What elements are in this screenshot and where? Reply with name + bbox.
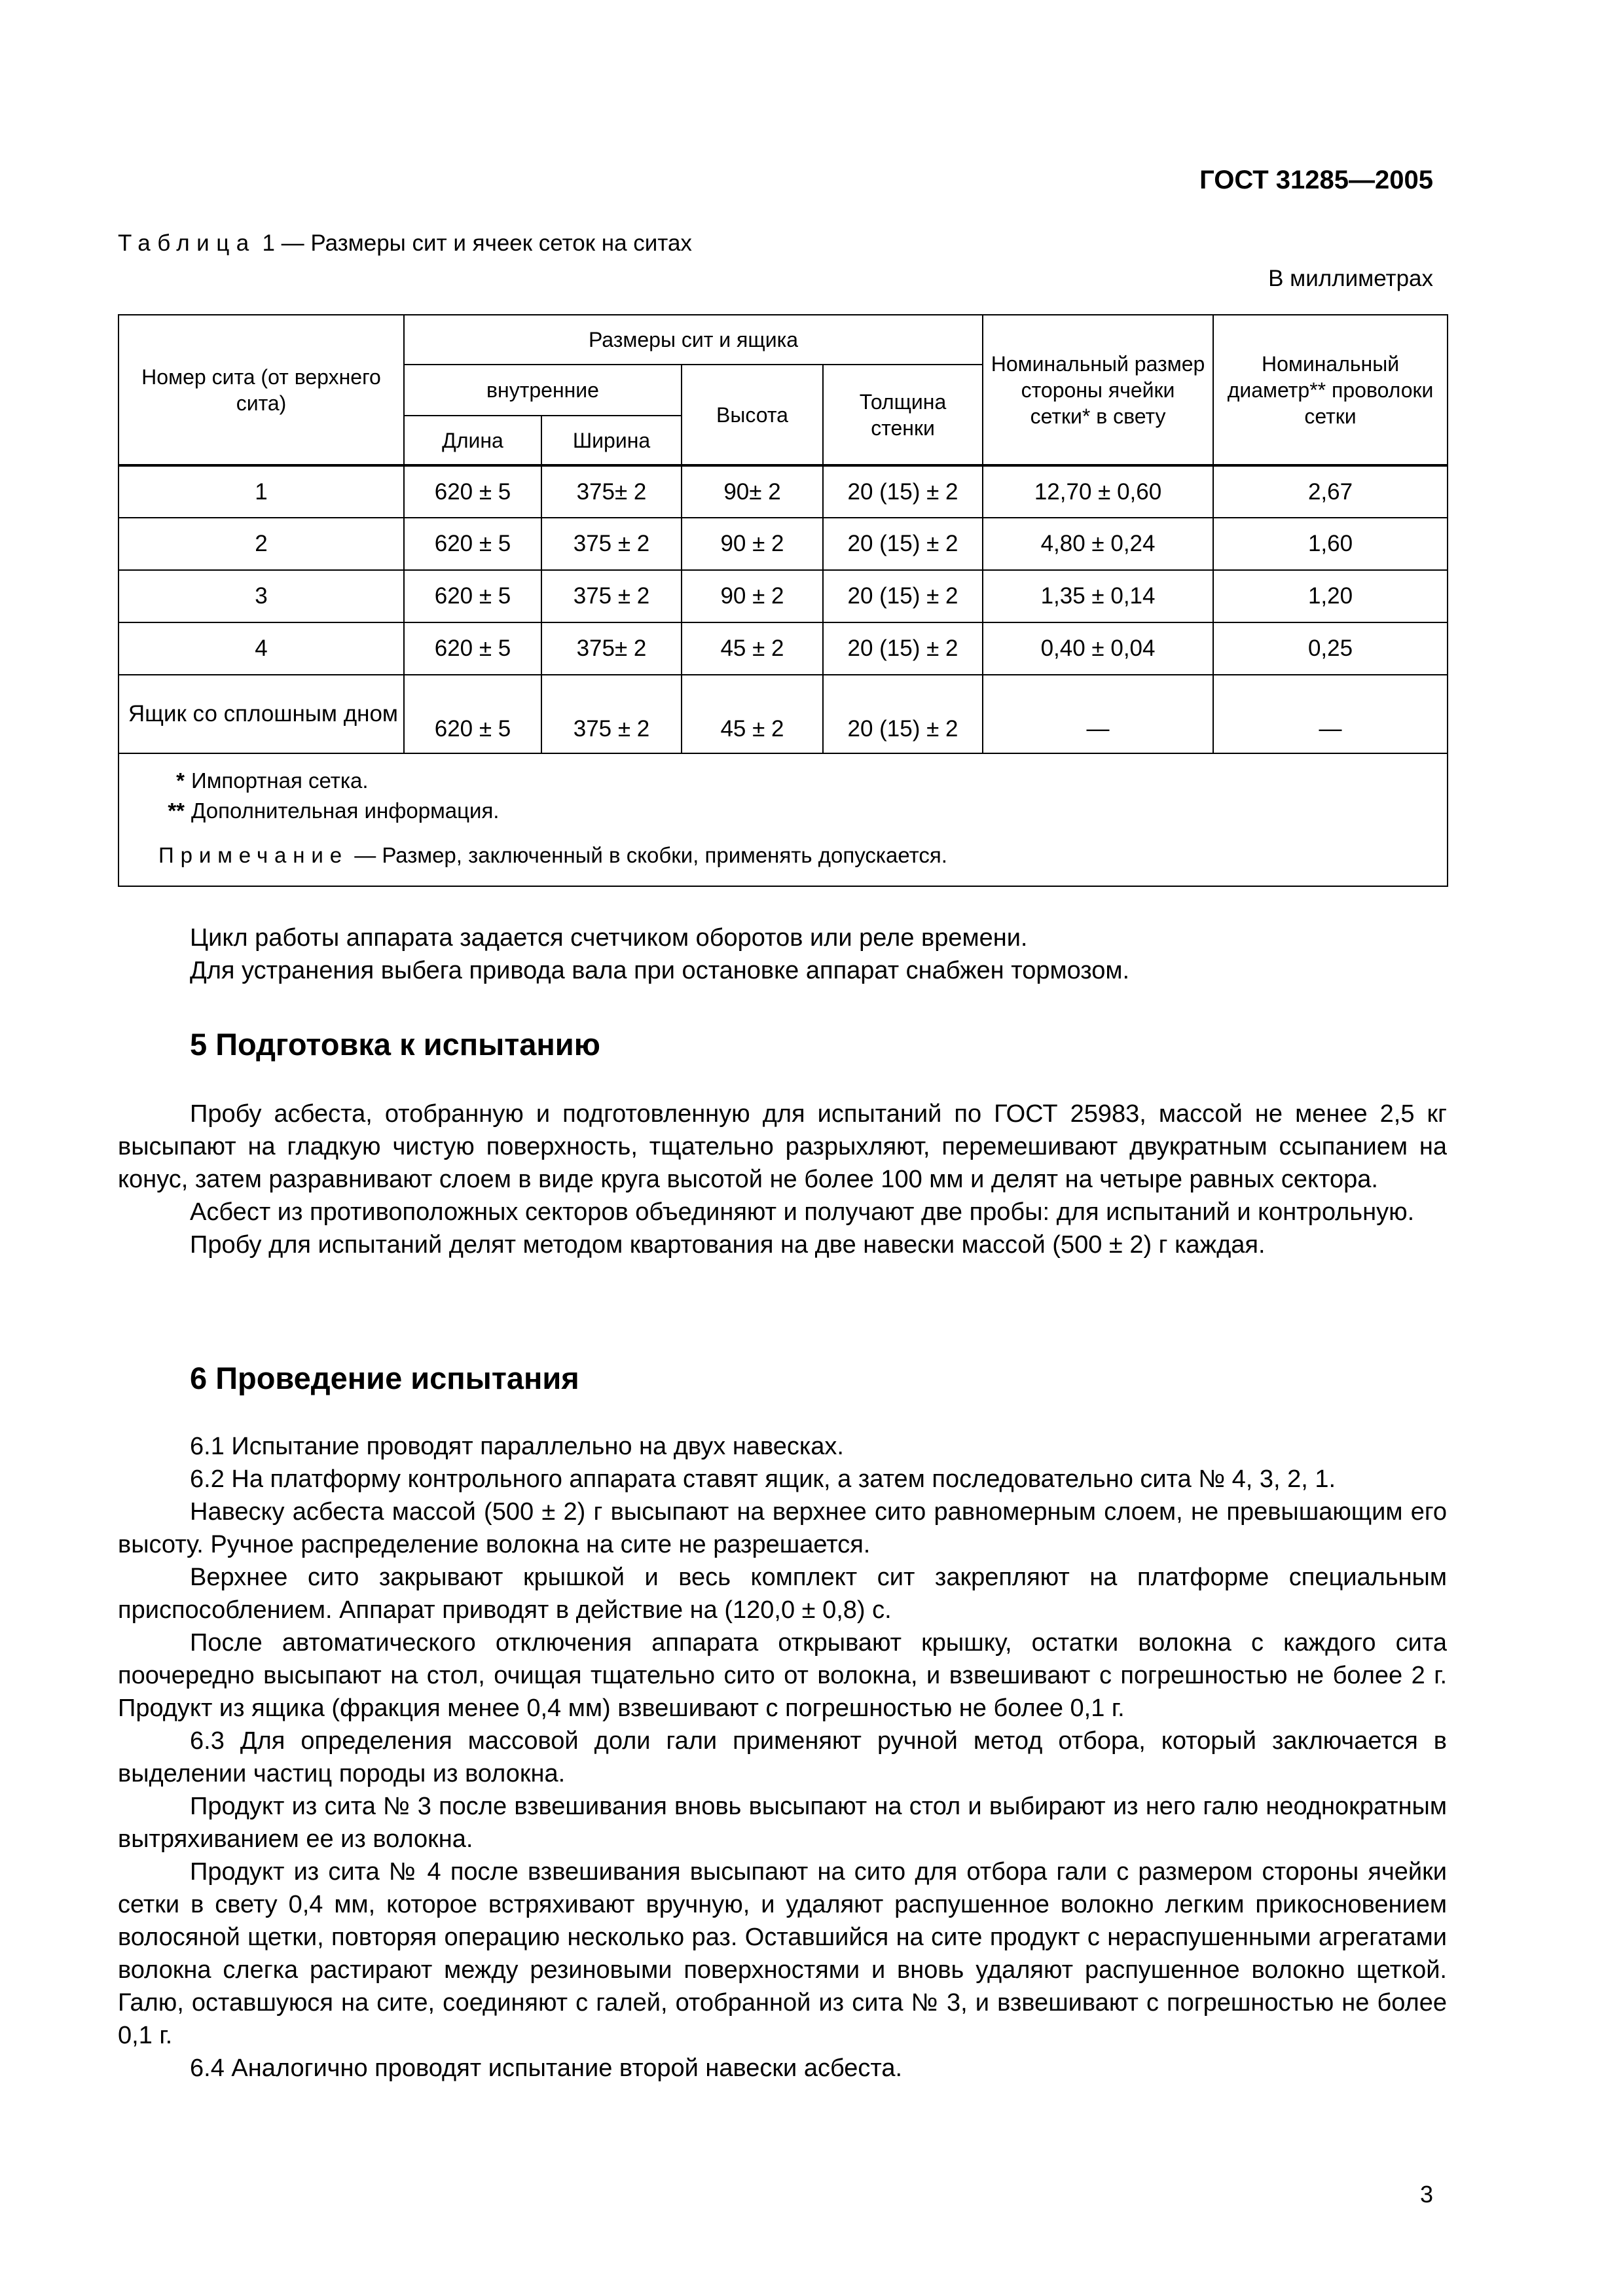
note-label: Примечание [158,843,349,868]
paragraph: 6.4 Аналогично проводят испытание второй навески асбеста. [190,2054,903,2082]
footnote [158,796,1431,826]
header-height: Высота [682,365,823,465]
cell-length: 620 ± 5 [404,675,541,753]
table-row [119,518,1448,570]
paragraph: Продукт из сита № 3 после взвешивания вновь высыпают на стол и выбирают из него галю неоднократным вытряхиванием ее из волокна. [118,1793,1447,1853]
cell-sieve-number: Ящик со сплошным дном [119,675,404,753]
cell-length: 620 ± 5 [404,465,541,518]
section-5-text [118,1098,1447,1261]
cell-wall-thickness: 20 (15) ± 2 [823,518,983,570]
note-text: — Размер, заключенный в скобки, применять допускается. [354,843,947,868]
page-number: 3 [1419,2181,1433,2208]
paragraph: 6.2 На платформу контрольного аппарата ставят ящик, а затем последовательно сита № 4, 3, 2, 1. [190,1465,1336,1493]
cell-sieve-number: 4 [119,622,404,675]
cell-wall-thickness: 20 (15) ± 2 [823,465,983,518]
cell-width: 375 ± 2 [541,675,682,753]
cell-length: 620 ± 5 [404,518,541,570]
table-row [119,465,1448,518]
cell-wire-diameter: 0,25 [1213,622,1448,675]
table-note [158,840,1431,870]
header-wall-thickness: Толщина стенки [823,365,983,465]
section-5-heading: 5 Подготовка к испытанию [190,1027,600,1062]
footnote-mark: ** [168,798,185,823]
cell-length: 620 ± 5 [404,570,541,622]
cell-sieve-number: 3 [119,570,404,622]
paragraph: Пробу асбеста, отобранную и подготовленную для испытаний по ГОСТ 25983, массой не менее 2,5 кг высыпают на гладкую чистую поверхность, тщательно разрыхляют, перемешивают двукратным ссыпанием на конус, затем разравнивают слоем в виде круга высотой не более 100 мм и делят на четыре равных сектора. [118,1100,1447,1193]
header-width: Ширина [541,416,682,465]
cell-mesh-size: 12,70 ± 0,60 [983,465,1213,518]
table-caption [118,230,692,257]
paragraph: Пробу для испытаний делят методом квартования на две навески массой (500 ± 2) г каждая. [190,1231,1266,1259]
cell-mesh-size: 0,40 ± 0,04 [983,622,1213,675]
cell-mesh-size: 1,35 ± 0,14 [983,570,1213,622]
paragraph: Для устранения выбега привода вала при остановке аппарат снабжен тормозом. [190,957,1130,984]
table-notes [119,753,1448,886]
paragraph: 6.3 Для определения массовой доли гали применяют ручной метод отбора, который заключается в выделении частиц породы из волокна. [118,1727,1447,1787]
header-length: Длина [404,416,541,465]
header-wire-diameter: Номинальный диаметр** проволоки сетки [1213,315,1448,465]
paragraph: Продукт из сита № 4 после взвешивания высыпают на сито для отбора гали с размером стороны ячейки сетки в свету 0,4 мм, которое встряхивают вручную, и удаляют распушенное волокно легким прикосновением волосяной щетки, повторяя операцию несколько раз. Оставшийся на сите продукт с нераспушенными агрегатами волокна слегка растирают между резиновыми поверхностями и вновь удаляют распушенное волокно щеткой. Галю, оставшуюся на сите, соединяют с галей, отобранной из сита № 3, и взвешивают с погрешностью не более 0,1 г. [118,1858,1447,2049]
paragraph: После автоматического отключения аппарата открывают крышку, остатки волокна с каждого сита поочередно высыпают на стол, очищая тщательно сито от волокна, и взвешивают с погрешностью не более 2 г. Продукт из ящика (фракция менее 0,4 мм) взвешивают с погрешностью не более 0,1 г. [118,1629,1447,1722]
cell-length: 620 ± 5 [404,622,541,675]
paragraph: Асбест из противоположных секторов объединяют и получают две пробы: для испытаний и контрольную. [190,1198,1415,1226]
cell-height: 90± 2 [682,465,823,518]
cell-wire-diameter: — [1213,675,1448,753]
header-mesh-size: Номинальный размер стороны ячейки сетки* в свету [983,315,1213,465]
cell-height: 45 ± 2 [682,675,823,753]
paragraph: Цикл работы аппарата задается счетчиком оборотов или реле времени. [190,924,1028,952]
intro-text [118,922,1447,987]
cell-wire-diameter: 1,60 [1213,518,1448,570]
cell-mesh-size: — [983,675,1213,753]
table-row [119,675,1448,753]
cell-width: 375± 2 [541,622,682,675]
table-caption-title: 1 — Размеры сит и ячеек сеток на ситах [262,230,692,256]
cell-height: 90 ± 2 [682,570,823,622]
sieve-sizes-table [118,314,1448,887]
header-sieve-number: Номер сита (от верхнего сита) [119,315,404,465]
table-caption-label: Таблица [118,230,256,256]
paragraph: 6.1 Испытание проводят параллельно на двух навесках. [190,1433,844,1460]
table-row [119,570,1448,622]
footnote-text: Импортная сетка. [191,768,369,793]
cell-width: 375± 2 [541,465,682,518]
footnote-text: Дополнительная информация. [191,798,500,823]
table-row [119,622,1448,675]
cell-wall-thickness: 20 (15) ± 2 [823,675,983,753]
header-sizes-group: Размеры сит и ящика [404,315,983,365]
cell-height: 90 ± 2 [682,518,823,570]
cell-wall-thickness: 20 (15) ± 2 [823,622,983,675]
table-notes-row [119,753,1448,886]
cell-height: 45 ± 2 [682,622,823,675]
cell-width: 375 ± 2 [541,518,682,570]
paragraph: Верхнее сито закрывают крышкой и весь комплект сит закрепляют на платформе специальным приспособлением. Аппарат приводят в действие на (120,0 ± 0,8) с. [118,1564,1447,1624]
cell-sieve-number: 2 [119,518,404,570]
footnote-mark: * [176,768,185,793]
cell-wire-diameter: 2,67 [1213,465,1448,518]
cell-mesh-size: 4,80 ± 0,24 [983,518,1213,570]
document-code: ГОСТ 31285—2005 [1199,166,1433,194]
paragraph: Навеску асбеста массой (500 ± 2) г высыпают на верхнее сито равномерным слоем, не превышающим его высоту. Ручное распределение волокна на сите не разрешается. [118,1498,1447,1558]
table-units: В миллиметрах [1268,266,1433,291]
cell-wall-thickness: 20 (15) ± 2 [823,570,983,622]
cell-wire-diameter: 1,20 [1213,570,1448,622]
cell-width: 375 ± 2 [541,570,682,622]
section-6-heading: 6 Проведение испытания [190,1361,579,1395]
footnote [158,766,1431,796]
cell-sieve-number: 1 [119,465,404,518]
header-inner: внутренние [404,365,682,416]
section-6-text [118,1430,1447,2085]
